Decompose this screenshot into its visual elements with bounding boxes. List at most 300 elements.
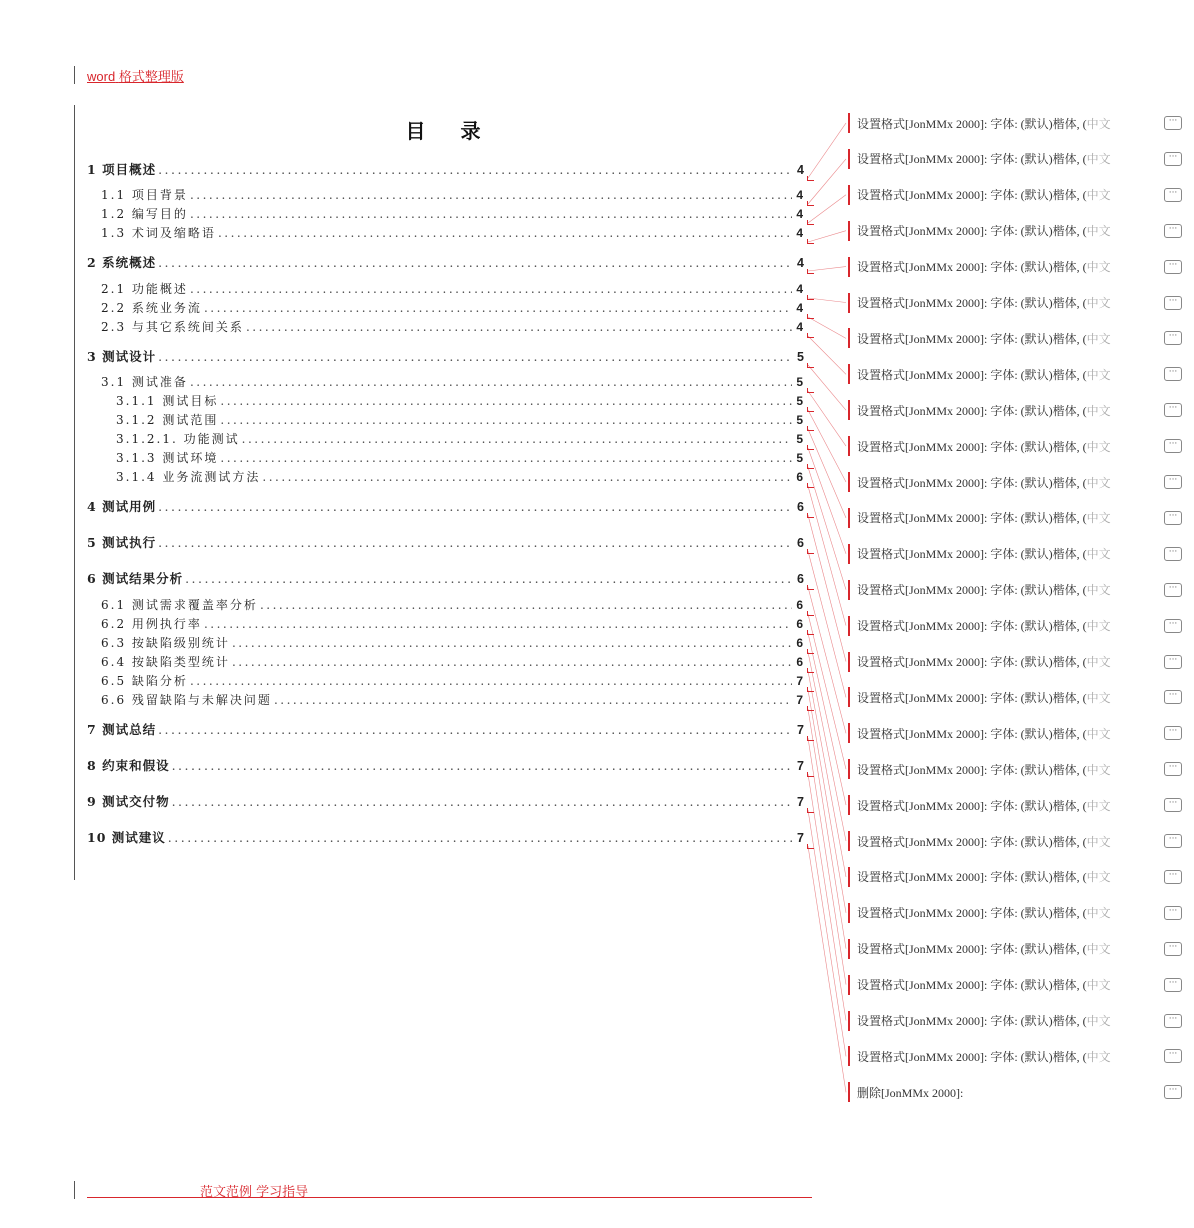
comment-detail: 字体: (默认)楷体, ( bbox=[990, 978, 1087, 993]
toc-leader-dots bbox=[158, 255, 793, 270]
toc-entry-label bbox=[116, 411, 218, 428]
comment-detail: 字体: (默认)楷体, ( bbox=[990, 188, 1087, 203]
toc-page-number: 4 bbox=[797, 256, 805, 270]
ellipsis-icon[interactable]: ··· bbox=[1164, 870, 1182, 884]
toc-page-number: 6 bbox=[796, 470, 805, 484]
comment-text bbox=[857, 186, 1163, 203]
toc-page-number: 7 bbox=[797, 759, 805, 773]
toc-leader-dots bbox=[158, 722, 793, 737]
connector-line bbox=[808, 429, 846, 518]
ellipsis-icon[interactable]: ··· bbox=[1164, 152, 1182, 166]
toc-page-number: 4 bbox=[796, 301, 805, 315]
comment-fade: 中文 bbox=[1086, 439, 1111, 454]
toc-entry-label bbox=[87, 720, 156, 738]
toc-entry-label bbox=[116, 392, 218, 409]
comment-label: 设置格式[JonMMx 2000]: bbox=[857, 870, 988, 885]
comment-bar bbox=[848, 975, 850, 995]
comment-fade: 中文 bbox=[1086, 762, 1111, 777]
format-comment[interactable] bbox=[848, 651, 1188, 673]
format-comment[interactable] bbox=[848, 256, 1188, 278]
comment-bar bbox=[848, 257, 850, 277]
toc-leader-dots bbox=[204, 301, 792, 315]
ellipsis-icon[interactable]: ··· bbox=[1164, 475, 1182, 489]
toc-entry-number: 3.1.4 bbox=[116, 470, 157, 484]
revision-marker bbox=[807, 220, 814, 225]
ellipsis-icon[interactable]: ··· bbox=[1164, 1049, 1182, 1063]
toc-entry[interactable] bbox=[101, 318, 805, 335]
format-comment[interactable] bbox=[848, 615, 1188, 637]
toc-entry-number: 3.1 bbox=[101, 375, 127, 389]
toc-entry-label bbox=[101, 653, 230, 670]
toc-entry-title: 测试建议 bbox=[111, 830, 166, 845]
toc-leader-dots bbox=[158, 499, 793, 514]
toc-entry-number: 3.1.1 bbox=[116, 394, 157, 408]
format-comment[interactable] bbox=[848, 830, 1188, 852]
comment-label: 删除[JonMMx 2000]: bbox=[857, 1085, 964, 1100]
toc-entry[interactable] bbox=[87, 160, 805, 178]
connector-line bbox=[808, 159, 846, 204]
toc-page-number: 4 bbox=[796, 188, 805, 202]
toc-entry[interactable] bbox=[116, 392, 805, 409]
format-comment[interactable] bbox=[848, 938, 1188, 960]
revision-marker bbox=[807, 176, 814, 181]
comment-fade: 中文 bbox=[1086, 906, 1111, 921]
comment-detail: 字体: (默认)楷体, ( bbox=[990, 942, 1087, 957]
toc-entry-number: 2 bbox=[87, 255, 97, 270]
ellipsis-icon[interactable]: ··· bbox=[1164, 511, 1182, 525]
comment-fade: 中文 bbox=[1086, 367, 1111, 382]
toc-leader-dots bbox=[168, 830, 793, 845]
connector-line bbox=[808, 633, 846, 805]
toc-page-number: 5 bbox=[796, 451, 805, 465]
comment-bar bbox=[848, 903, 850, 923]
comment-fade: 中文 bbox=[1086, 870, 1111, 885]
comment-bar bbox=[848, 867, 850, 887]
revision-marker bbox=[807, 549, 814, 554]
toc-entry-number: 3.1.3 bbox=[116, 451, 157, 465]
revision-marker bbox=[807, 687, 814, 692]
comment-detail: 字体: (默认)楷体, ( bbox=[990, 367, 1087, 382]
toc-entry-label bbox=[87, 160, 156, 178]
comment-text bbox=[857, 797, 1163, 814]
comment-bar bbox=[848, 472, 850, 492]
toc-entry-label bbox=[101, 299, 202, 316]
toc-page-number: 4 bbox=[796, 207, 805, 221]
comment-detail: 字体: (默认)楷体, ( bbox=[990, 116, 1087, 131]
toc-entry-label bbox=[101, 596, 258, 613]
format-comment[interactable] bbox=[848, 758, 1188, 780]
comment-bar bbox=[848, 221, 850, 241]
format-comment[interactable] bbox=[848, 543, 1188, 565]
toc-leader-dots bbox=[218, 226, 792, 240]
toc-page-number: 6 bbox=[797, 536, 805, 550]
comment-text bbox=[857, 976, 1163, 993]
toc-entry-number: 2.2 bbox=[101, 301, 127, 315]
toc-entry[interactable] bbox=[87, 756, 805, 774]
toc-entry-title: 编写目的 bbox=[131, 207, 188, 221]
comment-detail: 字体: (默认)楷体, ( bbox=[990, 870, 1087, 885]
format-comment[interactable] bbox=[848, 866, 1188, 888]
format-comment[interactable] bbox=[848, 435, 1188, 457]
toc-entry-number: 3 bbox=[87, 349, 97, 364]
ellipsis-icon[interactable]: ··· bbox=[1164, 690, 1182, 704]
toc-title: 目 录 bbox=[405, 119, 495, 143]
revision-marker bbox=[807, 363, 814, 368]
toc-page-number: 6 bbox=[797, 572, 805, 586]
toc-entry-label bbox=[101, 280, 188, 297]
toc-entry[interactable] bbox=[101, 373, 805, 390]
ellipsis-icon[interactable]: ··· bbox=[1164, 834, 1182, 848]
toc-entry[interactable] bbox=[101, 672, 805, 689]
comment-fade: 中文 bbox=[1086, 403, 1111, 418]
comment-fade: 中文 bbox=[1086, 798, 1111, 813]
comment-fade: 中文 bbox=[1086, 726, 1111, 741]
comment-fade: 中文 bbox=[1086, 834, 1111, 849]
comment-fade: 中文 bbox=[1086, 978, 1111, 993]
comment-bar bbox=[848, 723, 850, 743]
toc-entry-label bbox=[101, 205, 188, 222]
format-comment[interactable] bbox=[848, 507, 1188, 529]
ellipsis-icon[interactable]: ··· bbox=[1164, 906, 1182, 920]
ellipsis-icon[interactable]: ··· bbox=[1164, 583, 1182, 597]
comment-text bbox=[857, 294, 1163, 311]
page-footer: 范文范例 学习指导 bbox=[200, 1185, 309, 1200]
toc-leader-dots bbox=[190, 207, 792, 221]
toc-page-number: 4 bbox=[797, 163, 805, 177]
toc-leader-dots bbox=[274, 693, 792, 707]
ellipsis-icon[interactable]: ··· bbox=[1164, 367, 1182, 381]
comment-label: 设置格式[JonMMx 2000]: bbox=[857, 547, 988, 562]
comment-text bbox=[857, 617, 1163, 634]
format-comment[interactable] bbox=[848, 399, 1188, 421]
toc-page-number: 5 bbox=[796, 375, 805, 389]
comment-label: 设置格式[JonMMx 2000]: bbox=[857, 942, 988, 957]
comment-detail: 字体: (默认)楷体, ( bbox=[990, 547, 1087, 562]
toc-entry-number: 1.2 bbox=[101, 207, 127, 221]
toc-leader-dots bbox=[158, 162, 793, 177]
toc-entry[interactable] bbox=[101, 615, 805, 632]
format-comment[interactable] bbox=[848, 902, 1188, 924]
comment-label: 设置格式[JonMMx 2000]: bbox=[857, 331, 988, 346]
toc-leader-dots bbox=[204, 617, 792, 631]
toc-entry-label bbox=[101, 224, 216, 241]
connector-line bbox=[808, 336, 846, 374]
toc-leader-dots bbox=[232, 655, 792, 669]
toc-entry[interactable] bbox=[101, 691, 805, 708]
revision-marker bbox=[807, 736, 814, 741]
toc-entry[interactable] bbox=[101, 299, 805, 316]
toc-entry[interactable] bbox=[116, 411, 805, 428]
toc-page-number: 4 bbox=[796, 282, 805, 296]
toc-entry[interactable] bbox=[87, 533, 805, 551]
comment-detail: 字体: (默认)楷体, ( bbox=[990, 152, 1087, 167]
comment-detail: 字体: (默认)楷体, ( bbox=[990, 798, 1087, 813]
toc-entry[interactable] bbox=[87, 792, 805, 810]
comment-label: 设置格式[JonMMx 2000]: bbox=[857, 798, 988, 813]
comment-fade: 中文 bbox=[1086, 116, 1111, 131]
comment-bar bbox=[848, 436, 850, 456]
ellipsis-icon[interactable]: ··· bbox=[1164, 619, 1182, 633]
toc-entry[interactable] bbox=[87, 253, 805, 271]
format-comment[interactable] bbox=[848, 327, 1188, 349]
toc-entry-title: 与其它系统间关系 bbox=[131, 320, 244, 334]
comment-text bbox=[857, 222, 1163, 239]
revision-marker bbox=[807, 706, 814, 711]
comment-text bbox=[857, 509, 1163, 526]
format-comment[interactable] bbox=[848, 471, 1188, 493]
toc-entry-number: 9 bbox=[87, 794, 97, 809]
comment-text bbox=[857, 581, 1163, 598]
comment-bar bbox=[848, 652, 850, 672]
toc-entry[interactable] bbox=[101, 634, 805, 651]
revision-marker bbox=[807, 464, 814, 469]
toc-entry-title: 系统概述 bbox=[102, 255, 157, 270]
connector-line bbox=[808, 195, 846, 223]
revision-marker bbox=[807, 808, 814, 813]
ellipsis-icon[interactable]: ··· bbox=[1164, 655, 1182, 669]
toc-entry-title: 测试结果分析 bbox=[102, 571, 184, 586]
ellipsis-icon[interactable]: ··· bbox=[1164, 403, 1182, 417]
toc-page-number: 6 bbox=[796, 617, 805, 631]
toc-leader-dots bbox=[190, 282, 792, 296]
toc-entry[interactable] bbox=[87, 569, 805, 587]
toc-page-number: 5 bbox=[797, 350, 805, 364]
format-comment[interactable] bbox=[848, 686, 1188, 708]
ellipsis-icon[interactable]: ··· bbox=[1164, 439, 1182, 453]
toc-entry-title: 测试总结 bbox=[102, 722, 157, 737]
ellipsis-icon[interactable]: ··· bbox=[1164, 1014, 1182, 1028]
comment-bar bbox=[848, 400, 850, 420]
toc-leader-dots bbox=[262, 470, 792, 484]
toc-entry[interactable] bbox=[101, 280, 805, 297]
toc-entry-title: 测试环境 bbox=[162, 451, 219, 465]
toc-page-number: 7 bbox=[797, 723, 805, 737]
toc-page-number: 6 bbox=[797, 500, 805, 514]
toc-entry[interactable] bbox=[101, 653, 805, 670]
ellipsis-icon[interactable]: ··· bbox=[1164, 296, 1182, 310]
toc-entry-title: 测试范围 bbox=[162, 413, 219, 427]
comment-detail: 字体: (默认)楷体, ( bbox=[990, 475, 1087, 490]
comment-label: 设置格式[JonMMx 2000]: bbox=[857, 152, 988, 167]
format-comment[interactable] bbox=[848, 579, 1188, 601]
connector-line bbox=[808, 690, 846, 913]
toc-entry[interactable] bbox=[87, 720, 805, 738]
toc-entry-number: 6.1 bbox=[101, 598, 127, 612]
ellipsis-icon[interactable]: ··· bbox=[1164, 1085, 1182, 1099]
comment-detail: 字体: (默认)楷体, ( bbox=[990, 403, 1087, 418]
comment-detail: 字体: (默认)楷体, ( bbox=[990, 906, 1087, 921]
toc-entry-label bbox=[87, 756, 170, 774]
comment-detail: 字体: (默认)楷体, ( bbox=[990, 726, 1087, 741]
toc-entry-number: 8 bbox=[87, 758, 97, 773]
comment-label: 设置格式[JonMMx 2000]: bbox=[857, 116, 988, 131]
toc-entry-label bbox=[101, 373, 188, 390]
comment-text bbox=[857, 545, 1163, 562]
toc-entry-number: 6.2 bbox=[101, 617, 127, 631]
toc-leader-dots bbox=[190, 674, 792, 688]
toc-leader-dots bbox=[242, 432, 793, 446]
toc-entry-label bbox=[101, 186, 188, 203]
toc-entry-number: 3.1.2 bbox=[116, 413, 157, 427]
toc-leader-dots bbox=[158, 535, 793, 550]
comment-fade: 中文 bbox=[1086, 942, 1111, 957]
toc-entry-title: 测试交付物 bbox=[102, 794, 170, 809]
comment-label: 设置格式[JonMMx 2000]: bbox=[857, 296, 988, 310]
toc-page-number: 6 bbox=[796, 655, 805, 669]
comment-label: 设置格式[JonMMx 2000]: bbox=[857, 403, 988, 418]
toc-leader-dots bbox=[220, 394, 792, 408]
toc-entry-title: 测试执行 bbox=[102, 535, 157, 550]
connector-line bbox=[808, 123, 846, 178]
ellipsis-icon[interactable]: ··· bbox=[1164, 762, 1182, 776]
ellipsis-icon[interactable]: ··· bbox=[1164, 942, 1182, 956]
toc-entry-label bbox=[87, 569, 183, 587]
comment-fade: 中文 bbox=[1086, 152, 1111, 167]
format-comment[interactable] bbox=[848, 220, 1188, 242]
toc-entry-title: 测试设计 bbox=[102, 349, 157, 364]
format-comment[interactable] bbox=[848, 148, 1188, 170]
comment-detail: 字体: (默认)楷体, ( bbox=[990, 511, 1087, 526]
revision-marker bbox=[807, 314, 814, 319]
toc-entry-number: 10 bbox=[87, 830, 107, 845]
revision-marker bbox=[807, 269, 814, 274]
comment-fade: 中文 bbox=[1086, 583, 1111, 598]
format-comment[interactable] bbox=[848, 363, 1188, 385]
format-comment[interactable] bbox=[848, 1010, 1188, 1032]
toc-entry[interactable] bbox=[87, 347, 805, 365]
toc-entry-label bbox=[87, 497, 156, 515]
toc-leader-dots bbox=[190, 375, 792, 389]
toc-leader-dots bbox=[158, 349, 793, 364]
comment-label: 设置格式[JonMMx 2000]: bbox=[857, 690, 988, 705]
toc-leader-dots bbox=[260, 598, 792, 612]
toc-entry-title: 用例执行率 bbox=[131, 617, 202, 631]
footer-margin-bar bbox=[74, 1181, 75, 1199]
toc-entry[interactable] bbox=[116, 468, 805, 485]
comment-bar bbox=[848, 759, 850, 779]
toc-entry-label bbox=[87, 253, 156, 271]
comment-label: 设置格式[JonMMx 2000]: bbox=[857, 655, 988, 669]
comment-text bbox=[857, 150, 1163, 167]
toc-page-number: 4 bbox=[796, 320, 805, 334]
toc-page-number: 7 bbox=[797, 831, 805, 845]
comment-bar bbox=[848, 113, 850, 133]
format-comment[interactable] bbox=[848, 794, 1188, 816]
ellipsis-icon[interactable]: ··· bbox=[1164, 547, 1182, 561]
toc-entry-title: 项目概述 bbox=[102, 162, 157, 177]
delete-comment[interactable] bbox=[848, 1081, 1188, 1103]
comment-label: 设置格式[JonMMx 2000]: bbox=[857, 1049, 988, 1064]
toc-entry-number: 1 bbox=[87, 162, 97, 177]
format-comment[interactable] bbox=[848, 292, 1188, 314]
toc-page-number: 5 bbox=[796, 394, 805, 408]
comment-detail: 字体: (默认)楷体, ( bbox=[990, 260, 1087, 275]
revision-marker bbox=[807, 295, 814, 300]
comment-bar bbox=[848, 831, 850, 851]
format-comment[interactable] bbox=[848, 112, 1188, 134]
header-text: 格式整理版 bbox=[118, 70, 184, 85]
toc-leader-dots bbox=[232, 636, 792, 650]
ellipsis-icon[interactable]: ··· bbox=[1164, 224, 1182, 238]
comment-bar bbox=[848, 1011, 850, 1031]
ellipsis-icon[interactable]: ··· bbox=[1164, 260, 1182, 274]
ellipsis-icon[interactable]: ··· bbox=[1164, 798, 1182, 812]
ellipsis-icon[interactable]: ··· bbox=[1164, 726, 1182, 740]
comment-detail: 字体: (默认)楷体, ( bbox=[990, 619, 1087, 634]
comment-detail: 字体: (默认)楷体, ( bbox=[990, 583, 1087, 598]
format-comment[interactable] bbox=[848, 1045, 1188, 1067]
comment-fade: 中文 bbox=[1086, 511, 1111, 526]
toc-entry-title: 测试用例 bbox=[102, 499, 157, 514]
comment-detail: 字体: (默认)楷体, ( bbox=[990, 331, 1087, 346]
toc-entry-title: 约束和假设 bbox=[102, 758, 170, 773]
comment-text bbox=[857, 1012, 1163, 1029]
comment-detail: 字体: (默认)楷体, ( bbox=[990, 834, 1087, 849]
comment-label: 设置格式[JonMMx 2000]: bbox=[857, 511, 988, 526]
toc-entry-title: 测试需求覆盖率分析 bbox=[131, 598, 258, 612]
comment-label: 设置格式[JonMMx 2000]: bbox=[857, 188, 988, 203]
toc-entry-label bbox=[101, 672, 188, 689]
comment-fade: 中文 bbox=[1086, 547, 1111, 562]
toc-entry[interactable] bbox=[101, 186, 805, 203]
comment-bar bbox=[848, 616, 850, 636]
toc-entry-number: 6.4 bbox=[101, 655, 127, 669]
ellipsis-icon[interactable]: ··· bbox=[1164, 978, 1182, 992]
toc-page-number: 6 bbox=[796, 598, 805, 612]
comment-label: 设置格式[JonMMx 2000]: bbox=[857, 762, 988, 777]
toc-entry[interactable] bbox=[87, 828, 805, 846]
connector-line bbox=[808, 551, 846, 697]
ellipsis-icon[interactable]: ··· bbox=[1164, 116, 1182, 130]
toc-entry-label bbox=[87, 792, 170, 810]
comment-bar bbox=[848, 328, 850, 348]
toc-page-number: 7 bbox=[796, 693, 805, 707]
comment-text bbox=[857, 761, 1163, 778]
toc-entry[interactable] bbox=[87, 497, 805, 515]
comment-fade: 中文 bbox=[1086, 619, 1111, 634]
toc-entry-number: 3.1.2.1. bbox=[116, 432, 178, 446]
toc-entry[interactable] bbox=[116, 449, 805, 466]
comment-text bbox=[857, 1048, 1163, 1065]
toc-entry-title: 术词及缩略语 bbox=[131, 226, 216, 240]
toc-entry[interactable] bbox=[116, 430, 805, 447]
comment-label: 设置格式[JonMMx 2000]: bbox=[857, 439, 988, 454]
toc-entry[interactable] bbox=[101, 224, 805, 241]
comment-label: 设置格式[JonMMx 2000]: bbox=[857, 260, 988, 275]
header-prefix: word bbox=[87, 69, 116, 84]
format-comment[interactable] bbox=[848, 184, 1188, 206]
toc-entry-label bbox=[87, 533, 156, 551]
toc-entry[interactable] bbox=[101, 596, 805, 613]
toc-page-number: 5 bbox=[796, 413, 805, 427]
comment-fade: 中文 bbox=[1086, 224, 1111, 239]
format-comment[interactable] bbox=[848, 722, 1188, 744]
comment-detail: 字体: (默认)楷体, ( bbox=[990, 762, 1087, 777]
comment-text bbox=[857, 940, 1163, 957]
comment-bar bbox=[848, 185, 850, 205]
format-comment[interactable] bbox=[848, 974, 1188, 996]
toc-entry[interactable] bbox=[101, 205, 805, 222]
toc-leader-dots bbox=[220, 413, 792, 427]
comment-detail: 字体: (默认)楷体, ( bbox=[990, 655, 1087, 669]
toc-entry-title: 按缺陷级别统计 bbox=[131, 636, 230, 650]
toc-entry-number: 4 bbox=[87, 499, 97, 514]
ellipsis-icon[interactable]: ··· bbox=[1164, 188, 1182, 202]
comment-label: 设置格式[JonMMx 2000]: bbox=[857, 367, 988, 382]
toc-page-number: 5 bbox=[796, 432, 805, 446]
ellipsis-icon[interactable]: ··· bbox=[1164, 331, 1182, 345]
comment-text bbox=[857, 653, 1163, 670]
